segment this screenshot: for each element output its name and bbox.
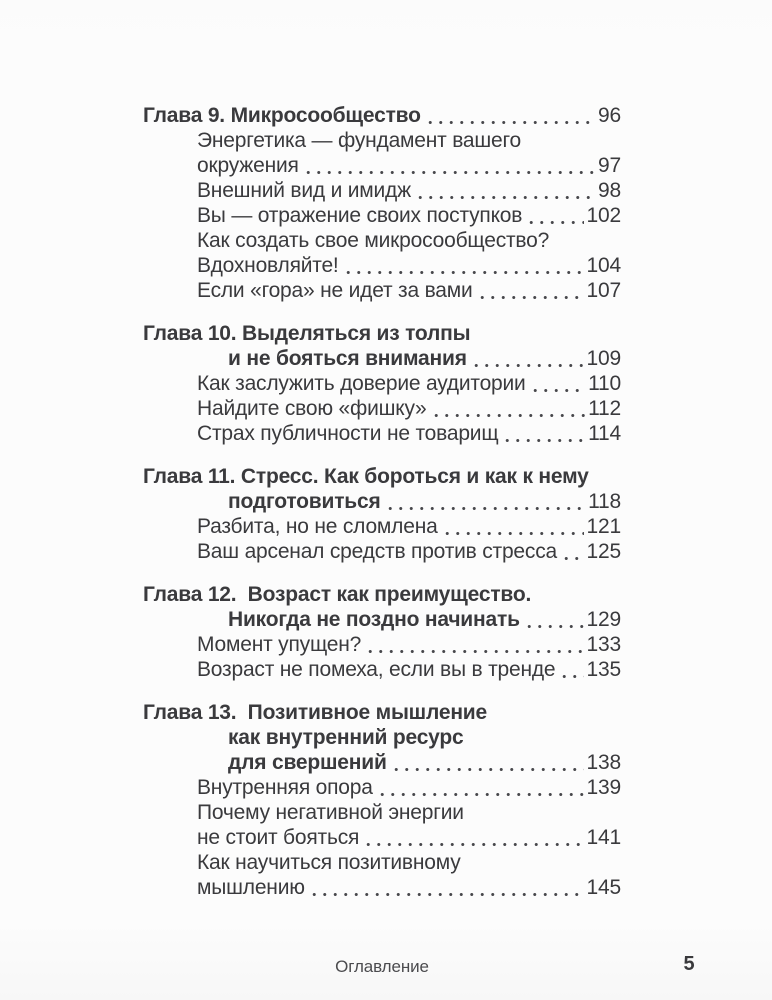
dot-leader: [391, 750, 584, 775]
entry-text: Глава 13. Позитивное мышление: [143, 701, 487, 724]
toc-entry-line: [143, 178, 621, 203]
chapter-title-line: [143, 582, 621, 607]
toc-entry-line: [143, 775, 621, 800]
dot-leader: [377, 775, 584, 800]
dot-leader: [303, 153, 595, 178]
chapter-title-line: [143, 346, 621, 371]
page-number: 96: [598, 104, 621, 127]
dot-leader: [309, 875, 584, 900]
entry-text: Глава 10. Выделяться из толпы: [143, 322, 471, 345]
entry-text: Никогда не поздно начинать: [228, 608, 520, 631]
dot-leader: [502, 421, 585, 446]
toc-chapter: [143, 464, 621, 564]
page-number: 107: [586, 279, 621, 302]
chapter-title-line: [143, 321, 621, 346]
page-number: 98: [598, 179, 621, 202]
page-number: 97: [598, 154, 621, 177]
dot-leader: [365, 632, 583, 657]
page-number: 109: [586, 347, 621, 370]
dot-leader: [561, 539, 584, 564]
entry-text: Если «гора» не идет за вами: [197, 279, 473, 302]
page-number: 139: [586, 776, 621, 799]
toc-entry-line: [143, 850, 621, 875]
chapter-title-line: [143, 607, 621, 632]
page-number: 135: [586, 658, 621, 681]
toc-chapter: [143, 103, 621, 303]
entry-text: Глава 9. Микросообщество: [143, 104, 421, 127]
dot-leader: [524, 607, 584, 632]
entry-text: Вы — отражение своих поступков: [197, 204, 523, 227]
entry-text: как внутренний ресурс: [228, 726, 464, 749]
entry-text: Внутренняя опора: [197, 776, 373, 799]
chapter-title-line: [143, 464, 621, 489]
page-number: 133: [586, 633, 621, 656]
toc-entry-line: [143, 278, 621, 303]
toc-entry-line: [143, 825, 621, 850]
page-number: 102: [586, 204, 621, 227]
page-number: 129: [586, 608, 621, 631]
table-of-contents: [143, 103, 621, 900]
dot-leader: [431, 396, 586, 421]
dot-leader: [442, 514, 584, 539]
entry-text: Момент упущен?: [197, 633, 362, 656]
entry-text: Как создать свое микросообщество?: [197, 229, 550, 252]
page-number: 138: [586, 751, 621, 774]
entry-text: Разбита, но не сломлена: [197, 515, 438, 538]
entry-text: Глава 11. Стресс. Как бороться и как к нему: [143, 465, 589, 488]
entry-text: Вдохновляйте!: [197, 254, 339, 277]
toc-entry-line: [143, 800, 621, 825]
toc-chapter: [143, 582, 621, 682]
toc-entry-line: [143, 371, 621, 396]
footer-section-label: Оглавление: [335, 957, 429, 976]
toc-entry-line: [143, 421, 621, 446]
page-number: 110: [588, 372, 621, 395]
chapter-title-line: [143, 750, 621, 775]
dot-leader: [559, 657, 583, 682]
dot-leader: [385, 489, 586, 514]
dot-leader: [471, 346, 584, 371]
entry-text: Почему негативной энергии: [197, 801, 464, 824]
entry-text: подготовиться: [228, 490, 381, 513]
entry-text: мышлению: [197, 876, 305, 899]
toc-chapter: [143, 700, 621, 900]
dot-leader: [526, 203, 583, 228]
toc-entry-line: [143, 153, 621, 178]
page-number: 114: [588, 422, 621, 445]
page-number: 112: [588, 397, 621, 420]
dot-leader: [415, 178, 595, 203]
entry-text: Энергетика — фундамент вашего: [197, 129, 522, 152]
page-number: 125: [586, 540, 621, 563]
chapter-title-line: [143, 700, 621, 725]
entry-text: окружения: [197, 154, 299, 177]
page-number: 121: [586, 515, 621, 538]
toc-entry-line: [143, 128, 621, 153]
entry-text: Найдите свою «фишку»: [197, 397, 427, 420]
toc-entry-line: [143, 203, 621, 228]
toc-entry-line: [143, 657, 621, 682]
toc-chapter: [143, 321, 621, 446]
entry-text: Возраст не помеха, если вы в тренде: [197, 658, 556, 681]
entry-text: Страх публичности не товарищ: [197, 422, 499, 445]
page-number: 141: [586, 826, 621, 849]
dot-leader: [477, 278, 584, 303]
toc-entry-line: [143, 253, 621, 278]
dot-leader: [343, 253, 584, 278]
page-number: 118: [588, 490, 621, 513]
entry-text: Как заслужить доверие аудитории: [197, 372, 526, 395]
footer-page-number: 5: [683, 953, 695, 975]
page-number: 145: [586, 876, 621, 899]
chapter-title-line: [143, 489, 621, 514]
page-number: 104: [586, 254, 621, 277]
entry-text: Как научиться позитивному: [197, 851, 461, 874]
entry-text: Глава 12. Возраст как преимущество.: [143, 583, 532, 606]
entry-text: и не бояться внимания: [228, 347, 467, 370]
dot-leader: [363, 825, 583, 850]
chapter-title-line: [143, 103, 621, 128]
entry-text: Внешний вид и имидж: [197, 179, 411, 202]
dot-leader: [530, 371, 586, 396]
dot-leader: [425, 103, 595, 128]
entry-text: для свершений: [228, 751, 387, 774]
entry-text: не стоит бояться: [197, 826, 360, 849]
toc-entry-line: [143, 539, 621, 564]
entry-text: Ваш арсенал средств против стресса: [197, 540, 557, 563]
toc-entry-line: [143, 632, 621, 657]
toc-entry-line: [143, 514, 621, 539]
toc-entry-line: [143, 396, 621, 421]
toc-entry-line: [143, 875, 621, 900]
chapter-title-line: [143, 725, 621, 750]
toc-entry-line: [143, 228, 621, 253]
